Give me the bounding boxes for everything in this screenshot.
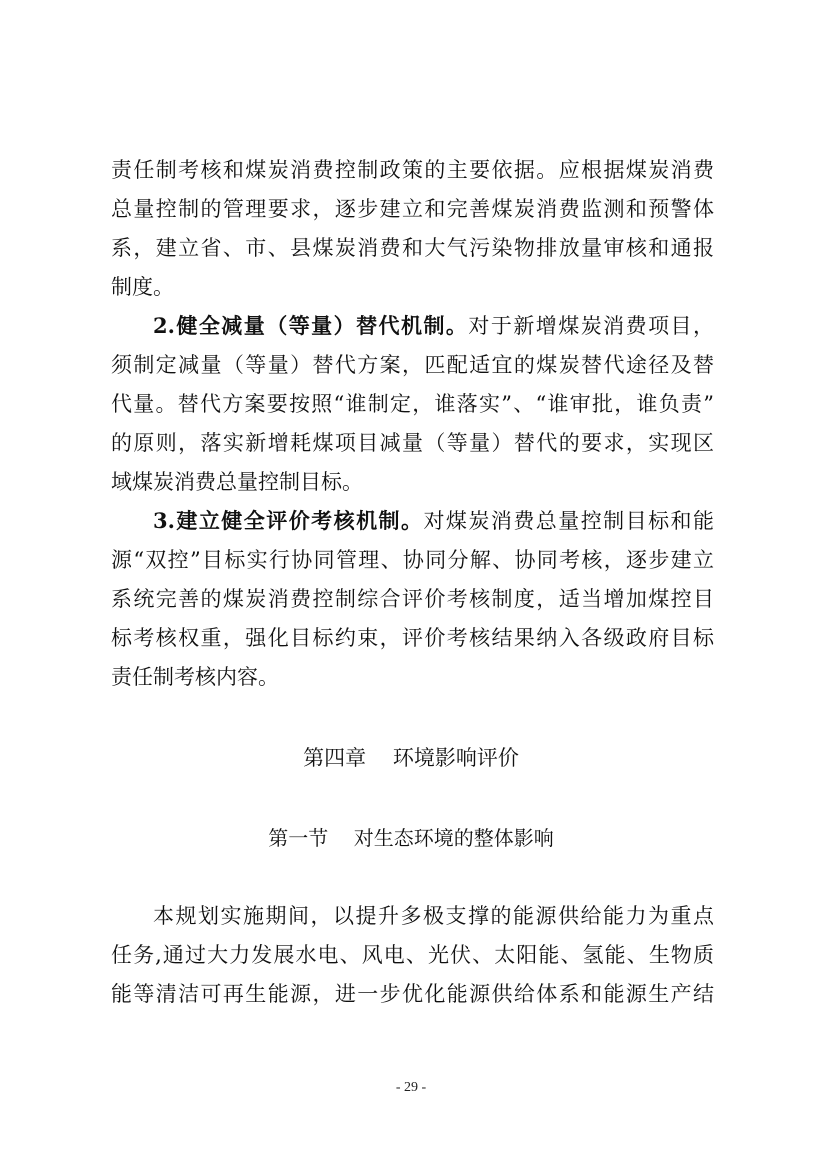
chapter-title: 第四章 环境影响评价: [303, 746, 519, 770]
paragraph-line: 系统完善的煤炭消费控制综合评价考核制度，适当增加煤控目: [111, 587, 714, 611]
paragraph-heading: 3.建立健全评价考核机制。: [153, 508, 424, 533]
paragraph-text: 对于新增煤炭消费项目，: [468, 314, 715, 338]
paragraph-first-line: [153, 309, 714, 343]
paragraph-first-line: 本规划实施期间，以提升多极支撑的能源供给能力为重点: [153, 904, 714, 928]
section-title: 第一节 对生态环境的整体影响: [268, 826, 554, 850]
paragraph-heading: 2.健全减量（等量）替代机制。: [153, 313, 469, 338]
paragraph-line: 须制定减量（等量）替代方案，匹配适宜的煤炭替代途径及替: [111, 353, 714, 377]
paragraph-line: 能等清洁可再生能源，进一步优化能源供给体系和能源生产结: [111, 982, 714, 1006]
paragraph-line: 域煤炭消费总量控制目标。: [111, 470, 363, 494]
paragraph-line: 代量。替代方案要按照“谁制定，谁落实”、“谁审批，谁负责”: [111, 392, 714, 416]
paragraph-line: 系，建立省、市、县煤炭消费和大气污染物排放量审核和通报: [111, 236, 714, 260]
page-number: - 29 -: [395, 1080, 427, 1095]
paragraph-line: 责任制考核和煤炭消费控制政策的主要依据。应根据煤炭消费: [111, 158, 714, 182]
paragraph-line: 的原则，落实新增耗煤项目减量（等量）替代的要求，实现区: [111, 431, 714, 455]
paragraph-line: 总量控制的管理要求，逐步建立和完善煤炭消费监测和预警体: [111, 197, 714, 221]
paragraph-line: 源“双控”目标实行协同管理、协同分解、协同考核，逐步建立: [111, 548, 714, 572]
paragraph-line: 制度。: [111, 275, 174, 299]
paragraph-line: 标考核权重，强化目标约束，评价考核结果纳入各级政府目标: [111, 626, 714, 650]
paragraph-text: 对煤炭消费总量控制目标和能: [423, 509, 715, 533]
paragraph-line: 责任制考核内容。: [111, 665, 279, 689]
paragraph-line: 任务,通过大力发展水电、风电、光伏、太阳能、氢能、生物质: [111, 943, 714, 967]
paragraph-first-line: [153, 504, 714, 538]
